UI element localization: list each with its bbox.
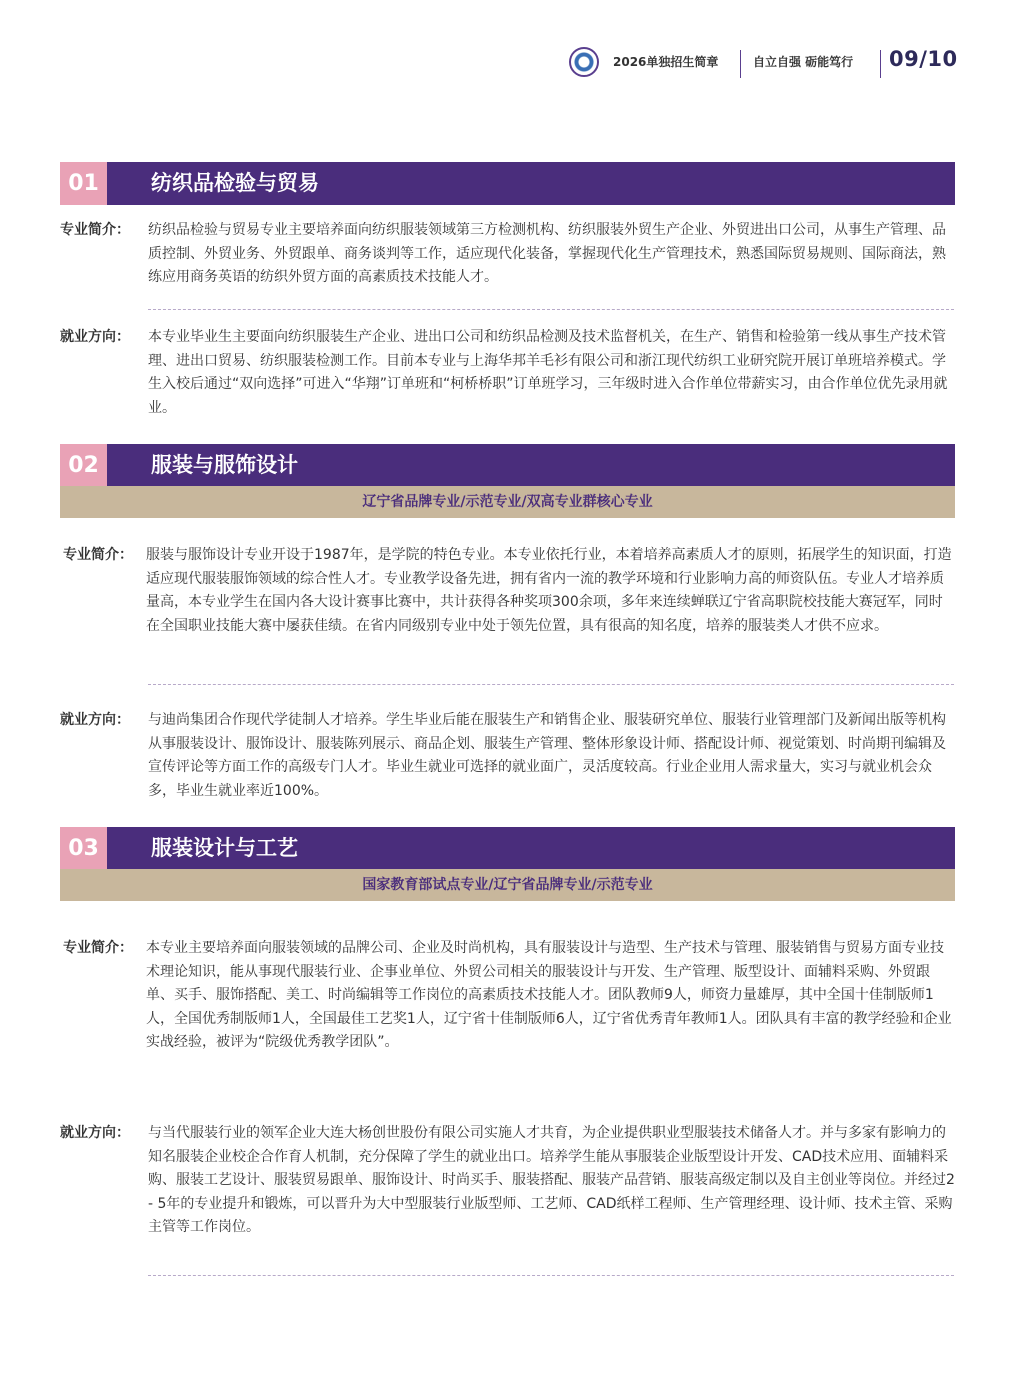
page-number: 09/10 (889, 47, 958, 71)
school-logo-icon (569, 47, 599, 77)
career-text: 与迪尚集团合作现代学徒制人才培养。学生毕业后能在服装生产和销售企业、服装研究单位、服装行业管理部门及新闻出版等机构从事服装设计、服饰设计、服装陈列展示、商品企划、服装生产管理、整体形象设计师、搭配设计师、视觉策划、时尚期刊编辑及宣传评论等方面工作的高级专门人才。毕业生就业可选择的就业面广，灵活度较高。行业企业用人需求量大，实习与就业机会众多，毕业生就业率近100%。 (148, 712, 946, 799)
section-header (60, 162, 955, 205)
section-number: 01 (60, 162, 107, 205)
section-badge: 国家教育部试点专业/辽宁省品牌专业/示范专业 (60, 869, 955, 901)
header-divider (740, 50, 741, 78)
school-motto: 自立自强 砺能笃行 (753, 55, 854, 69)
brochure-title: 2026单独招生简章 (613, 55, 719, 69)
section-header (60, 444, 955, 487)
section-header (60, 827, 955, 870)
section-title: 服装与服饰设计 (151, 453, 298, 477)
section-title: 服装设计与工艺 (151, 836, 298, 860)
page-header (567, 44, 967, 80)
intro-label: 专业简介： (63, 547, 133, 563)
section-title: 纺织品检验与贸易 (151, 171, 319, 195)
career-label: 就业方向： (60, 329, 130, 345)
intro-text: 服装与服饰设计专业开设于1987年，是学院的特色专业。本专业依托行业，本着培养高素质人才的原则，拓展学生的知识面，打造适应现代服装服饰领域的综合性人才。专业教学设备先进，拥有省内一流的教学环境和行业影响力高的师资队伍。专业人才培养质量高，本专业学生在国内各大设计赛事比赛中，共计获得各种奖项300余项，多年来连续蝉联辽宁省高职院校技能大赛冠军，同时在全国职业技能大赛中屡获佳绩。在省内同级别专业中处于领先位置，具有很高的知名度，培养的服装类人才供不应求。 (146, 547, 952, 634)
career-label: 就业方向： (60, 712, 130, 728)
section-badge: 辽宁省品牌专业/示范专业/双高专业群核心专业 (60, 486, 955, 518)
career-text: 本专业毕业生主要面向纺织服装生产企业、进出口公司和纺织品检测及技术监督机关，在生产、销售和检验第一线从事生产技术管理、进出口贸易、纺织服装检测工作。目前本专业与上海华邦羊毛衫有限公司和浙江现代纺织工业研究院开展订单班培养模式。学生入校后通过“双向选择”可进入“华翔”订单班和“柯桥桥职”订单班学习，三年级时进入合作单位带薪实习，由合作单位优先录用就业。 (148, 329, 948, 416)
career-label: 就业方向： (60, 1125, 130, 1141)
intro-text: 纺织品检验与贸易专业主要培养面向纺织服装领域第三方检测机构、纺织服装外贸生产企业、外贸进出口公司，从事生产管理、品质控制、外贸业务、外贸跟单、商务谈判等工作，适应现代化装备，掌握现代化生产管理技术，熟悉国际贸易规则、国际商法，熟练应用商务英语的纺织外贸方面的高素质技术技能人才。 (148, 222, 946, 285)
dashed-divider (148, 684, 954, 685)
section-number: 02 (60, 444, 107, 487)
career-text: 与当代服装行业的领军企业大连大杨创世股份有限公司实施人才共育，为企业提供职业型服装技术储备人才。并与多家有影响力的知名服装企业校企合作育人机制，充分保障了学生的就业出口。培养学生能从事服装企业版型设计开发、CAD技术应用、面辅料采购、服装工艺设计、服装贸易跟单、服饰设计、时尚买手、服装搭配、服装产品营销、服装高级定制以及自主创业等岗位。并经过2 - 5年的专业提升和锻炼，可以晋升为大中型服装行业版型师、工艺师、CAD纸样工程师、生产管理经理、设计师、技术主管、采购主管等工作岗位。 (148, 1125, 955, 1235)
dashed-divider (148, 1275, 954, 1276)
intro-text: 本专业主要培养面向服装领域的品牌公司、企业及时尚机构，具有服装设计与造型、生产技术与管理、服装销售与贸易方面专业技术理论知识，能从事现代服装行业、企事业单位、外贸公司相关的服装设计与开发、生产管理、版型设计、面辅料采购、外贸跟单、买手、服饰搭配、美工、时尚编辑等工作岗位的高素质技术技能人才。团队教师9人，师资力量雄厚，其中全国十佳制版师1人，全国优秀制版师1人，全国最佳工艺奖1人，辽宁省十佳制版师6人，辽宁省优秀青年教师1人。团队具有丰富的教学经验和企业实战经验，被评为“院级优秀教学团队”。 (146, 940, 952, 1050)
intro-label: 专业简介： (60, 222, 130, 238)
header-divider (880, 50, 881, 78)
section-number: 03 (60, 827, 107, 870)
dashed-divider (148, 309, 954, 310)
intro-label: 专业简介： (63, 940, 133, 956)
